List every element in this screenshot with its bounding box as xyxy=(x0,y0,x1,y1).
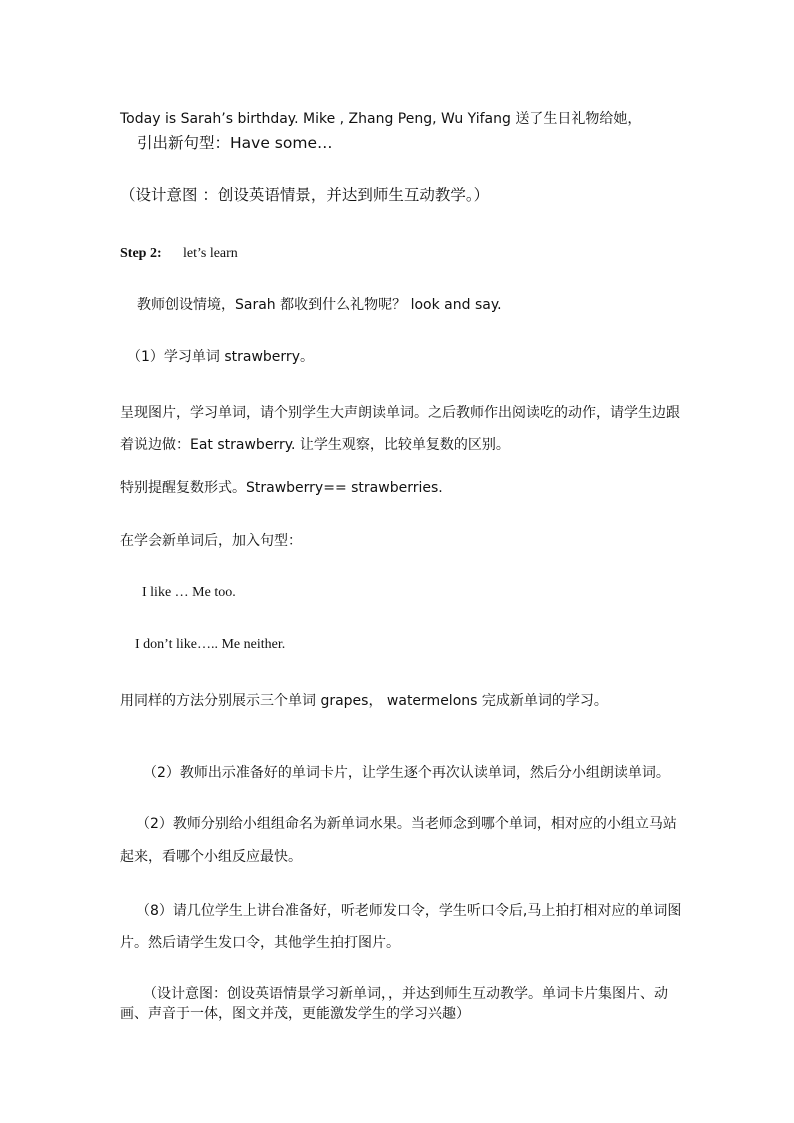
add-sentence-pattern: 在学会新单词后，加入句型： xyxy=(120,533,302,549)
learn-word-strawberry: （1）学习单词 strawberry。 xyxy=(127,349,314,365)
intro-line-1: Today is Sarah’s birthday. Mike , Zhang Peng, Wu Yifang 送了生日礼物给她， xyxy=(120,111,642,127)
teacher-scenario: 教师创设情境，Sarah 都收到什么礼物呢？ look and say. xyxy=(137,297,502,313)
step-2-heading: Step 2: xyxy=(120,246,162,261)
same-method-line: 用同样的方法分别展示三个单词 grapes， watermelons 完成新单词的学习。 xyxy=(120,693,608,709)
design-intent-1: （设计意图 ：创设英语情景，并达到师生互动教学。） xyxy=(120,186,490,204)
paragraph-present-1: 呈现图片，学习单词，请个别学生大声朗读单词。之后教师作出阅读吃的动作，请学生边跟 xyxy=(120,405,680,421)
activity-pat-cards-2: 片。然后请学生发口令，其他学生拍打图片。 xyxy=(120,935,400,951)
design-intent-2-line-1: （设计意图：创设英语情景学习新单词，，并达到师生互动教学。单词卡片集图片、动 xyxy=(143,986,668,1002)
design-intent-2-line-2: 画、声音于一体，图文并茂，更能激发学生的学习兴趣） xyxy=(120,1006,470,1022)
activity-pat-cards-1: （8）请几位学生上讲台准备好，听老师发口令，学生听口令后,马上拍打相对应的单词图 xyxy=(136,903,682,919)
paragraph-present-2: 着说边做：Eat strawberry. 让学生观察，比较单复数的区别。 xyxy=(120,437,510,453)
plural-reminder: 特别提醒复数形式。Strawberry== strawberries. xyxy=(120,480,443,496)
pattern-i-like: I like … Me too. xyxy=(142,585,236,600)
activity-groups-1: （2）教师分别给小组组命名为新单词水果。当老师念到哪个单词，相对应的小组立马站 xyxy=(136,816,677,832)
activity-groups-2: 起来，看哪个小组反应最快。 xyxy=(120,849,302,865)
step-2-title: let’s learn xyxy=(183,246,238,261)
intro-line-2: 引出新句型：Have some… xyxy=(137,134,333,152)
pattern-i-dont-like: I don’t like….. Me neither. xyxy=(135,637,286,652)
activity-word-cards: （2）教师出示准备好的单词卡片，让学生逐个再次认读单词，然后分小组朗读单词。 xyxy=(143,765,670,781)
